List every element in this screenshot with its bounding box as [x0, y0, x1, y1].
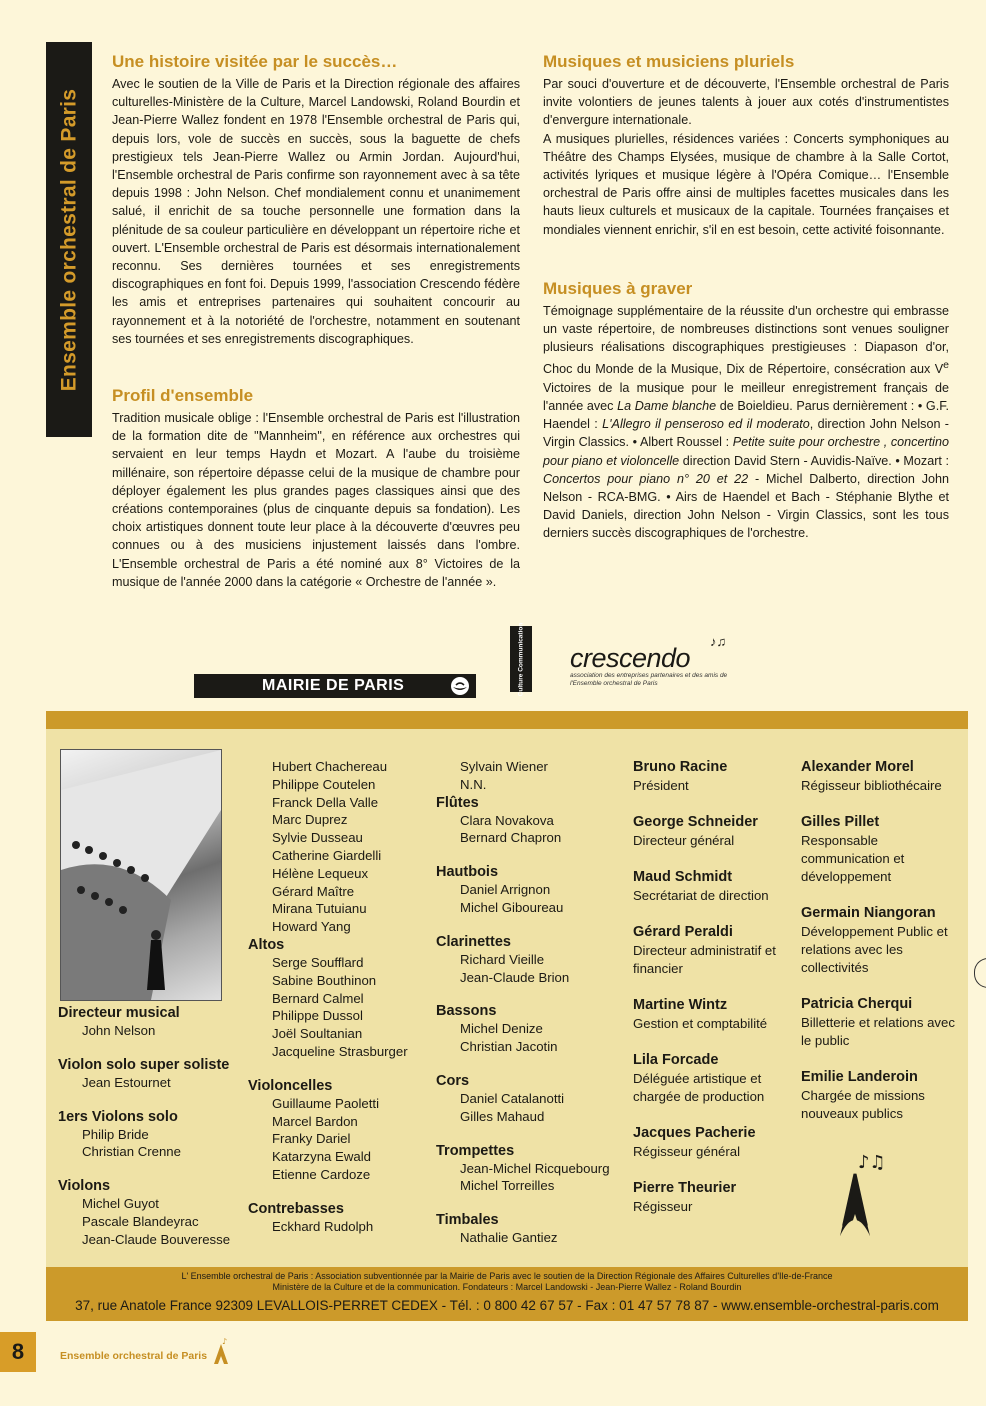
musician-name: Michel Torreilles	[460, 1178, 555, 1194]
musician-name: Jean Estournet	[82, 1074, 171, 1090]
musician-name: Gérard Maître	[272, 883, 355, 899]
section-heading: Trompettes	[436, 1142, 515, 1159]
crescendo-logo	[570, 634, 730, 688]
graver-sup: e	[943, 359, 949, 372]
person-role: Billetterie et relations avec le public	[801, 1015, 955, 1048]
staff-person	[633, 996, 793, 1033]
graver-text-d: , direction John Nelson - Virgin Classics. • Albert Roussel :	[543, 417, 949, 450]
musician-name: Richard Vieille	[460, 951, 545, 967]
person-name: George Schneider	[633, 814, 758, 830]
staff-person	[801, 758, 963, 795]
graver-text-f: - Michel Dalberto, direction John Nelson - RCA-BMG. • Airs de Haendel et Bach - Stéphanie Blythe et David Daniels, direction John Nelson - Virgin Classics, sont les tous derniers succès discographiques de l'orchestre.	[543, 471, 949, 541]
section-group	[248, 1077, 438, 1184]
musician-name: Michel Guyot	[82, 1196, 159, 1212]
staff-person	[633, 813, 793, 850]
person-name: Maud Schmidt	[633, 869, 733, 885]
section-body-profil: Tradition musicale oblige : l'Ensemble orchestral de Paris est l'illustration de la formation dite de "Mannheim", en référence aux orchestres qui servaient en leur temps Haydn et Mozart. A l'aube du troisième millénaire, son répertoire dépasse celui de la musique de chambre pour déployer également les plus grandes pages classiques ainsi que des créations contemporaines (plus de cinquante depuis sa fondation). Les choix artistiques donnent toute leur place à la découverte d'œuvres peu connues ou à des musiciens injustement laissés dans l'ombre. L'Ensemble orchestral de Paris a été nominé aux 8° Victoires de la musique de l'année 2000 dans la catégorie « Orchestre de l'année ».	[112, 411, 520, 589]
musician-name: Franky Dariel	[272, 1131, 351, 1147]
svg-text:♪: ♪	[222, 1337, 228, 1346]
staff-person	[633, 758, 793, 795]
section-group	[436, 863, 632, 917]
section-body-pluriels-1: Par souci d'ouverture et de découverte, l'Ensemble orchestral de Paris invite volontiers de jeunes talents à jouer aux cotés d'instrumentistes d'envergure internationale.	[543, 77, 949, 128]
left-column	[112, 52, 520, 591]
musician-name: Marcel Bardon	[272, 1113, 358, 1129]
orchestra-photo	[60, 749, 222, 1001]
right-column	[543, 52, 949, 543]
section-heading: Directeur musical	[58, 1005, 180, 1021]
music-notes-icon: ♪♫	[710, 634, 727, 649]
musician-name: Hubert Chachereau	[272, 759, 388, 774]
section-group	[58, 1177, 248, 1248]
staff-col-2	[248, 758, 438, 1236]
section-group	[58, 1056, 248, 1092]
person-name: Alexander Morel	[801, 759, 914, 775]
musician-name: Katarzyna Ewald	[272, 1149, 371, 1165]
section-heading: Violon solo super soliste	[58, 1056, 230, 1073]
musician-name: Serge Soufflard	[272, 954, 364, 970]
culture-label: Culture Communication	[517, 622, 525, 696]
musician-name: Clara Novakova	[460, 812, 554, 828]
crescendo-tagline: association des entreprises partenaires et des amis de l'Ensemble orchestral de Paris	[570, 672, 728, 687]
section-heading: Contrebasses	[248, 1200, 344, 1217]
person-role: Régisseur général	[633, 1144, 741, 1159]
section-group	[248, 1200, 438, 1236]
page-edge-mark	[974, 958, 986, 988]
musician-name: Mirana Tutuianu	[272, 901, 367, 917]
musician-name: Bernard Calmel	[272, 990, 364, 1006]
staff-col-3	[436, 758, 632, 1247]
person-name: Emilie Landeroin	[801, 1069, 918, 1085]
musician-name: Etienne Cardoze	[272, 1166, 371, 1182]
graver-title-1: La Dame blanche	[617, 399, 717, 414]
person-role: Responsable communication et développement	[801, 833, 905, 884]
musician-name: Bernard Chapron	[460, 830, 562, 846]
musician-name: Philippe Dussol	[272, 1008, 363, 1024]
musician-name: Daniel Arrignon	[460, 882, 551, 898]
section-title-profil: Profil d'ensemble	[112, 386, 254, 406]
musician-name: Jean-Claude Brion	[460, 969, 570, 985]
section-title-graver: Musiques à graver	[543, 278, 693, 298]
staff-person	[633, 1124, 793, 1161]
musician-name: Marc Duprez	[272, 812, 348, 828]
person-name: Jacques Pacherie	[633, 1125, 756, 1141]
svg-text:♪♫: ♪♫	[858, 1152, 886, 1173]
musician-name: Pascale Blandeyrac	[82, 1213, 199, 1229]
section-group	[436, 933, 632, 987]
person-name: Gérard Peraldi	[633, 924, 733, 940]
graver-text-c: de Boieldieu. Parus dernièrement : • G.F. Haendel :	[543, 399, 949, 432]
staff-person	[801, 813, 963, 886]
section-group	[436, 1142, 632, 1196]
person-role: Chargée de missions nouveaux publics	[801, 1088, 925, 1121]
musician-name: N.N.	[460, 776, 487, 792]
musician-name: Jean-Claude Bouveresse	[82, 1231, 231, 1247]
person-name: Patricia Cherqui	[801, 996, 913, 1012]
section-heading: Violons	[58, 1178, 111, 1195]
staff-person	[633, 923, 793, 978]
musician-name: Christian Jacotin	[460, 1039, 558, 1055]
musician-name: Jacqueline Strasburger	[272, 1043, 408, 1059]
section-heading: Flûtes	[436, 794, 479, 811]
footer-legal-2: Ministère de la Culture et de la communication. Fondateurs : Marcel Landowski - Jean-Pierre Wallez - Roland Bourdin	[272, 1282, 742, 1292]
section-title-pluriels: Musiques et musiciens pluriels	[543, 52, 795, 71]
musician-name: Franck Della Valle	[272, 794, 379, 810]
section-group	[436, 1072, 632, 1126]
graver-text-b: Victoires de la musique pour le meilleur enregistrement français de l'année avec	[543, 380, 949, 414]
graver-text-e: direction David Stern - Auvidis-Naïve. • Mozart :	[679, 453, 949, 468]
side-title: Ensemble orchestral de Paris	[57, 88, 81, 391]
person-name: Pierre Theurier	[633, 1180, 737, 1196]
person-name: Lila Forcade	[633, 1052, 719, 1068]
mairie-de-paris-logo	[194, 674, 476, 698]
section-heading: Cors	[436, 1072, 470, 1089]
musician-name: Philippe Coutelen	[272, 776, 376, 792]
person-name: Martine Wintz	[633, 997, 728, 1013]
person-role: Déléguée artistique et chargée de production	[633, 1071, 765, 1104]
graver-title-3: Petite suite pour orchestre , concertino pour piano et violoncelle	[543, 435, 949, 468]
page-number: 8	[0, 1332, 36, 1372]
staff-person	[801, 904, 963, 977]
section-body-histoire: Avec le soutien de la Ville de Paris et la Direction régionale des affaires culturelles-Ministère de la Culture, Marcel Landowski, Roland Bourdin et Jean-Pierre Wallez fondent en 1978 l'Ensemble orchestral de Paris qui, depuis lors, vole de succès en succès, sous la baguette de chefs prestigieux tels Jean-Pierre Wallez ou Armin Jordan. Aujourd'hui, l'Ensemble orchestral de Paris confirme son rayonnement avec à sa tête depuis 1998 : John Nelson. Chef mondialement connu et unanimement salué, il enrichit de sa touche personnelle une formation dans la plénitude de sa couleur particulière en développant un répertoire riche et ouvert. L'Ensemble orchestral de Paris est désormais internationalement reconnu. Ses dernières tournées et ses enregistrements discographiques en font foi. Depuis 1999, l'association Crescendo fédère les amis et entreprises partenaires qui souhaitent concourir au rayonnement et à la notoriété de l'orchestre, notamment en soutenant ses tournées et ses enregistrements discographiques.	[112, 77, 520, 346]
footer-eiffel-icon	[208, 1336, 234, 1366]
section-body-pluriels-2: A musiques plurielles, résidences variées : Concerts symphoniques au Théâtre des Champs Elysées, musique de chambre à la Salle Cortot, activités lyriques et musique légère à l'Opéra Comique… l'Ensemble orchestral de Paris offre ainsi de multiples facettes musicales dans les hauts lieux culturels et musicaux de la capitale. Tournées françaises et mondiales viennent enrichir, s'il en est besoin, cette activité foisonnante.	[543, 131, 949, 237]
musician-name: Hélène Lequeux	[272, 865, 369, 881]
person-role: Secrétariat de direction	[633, 888, 769, 903]
eiffel-tower-notes-icon	[820, 1144, 890, 1244]
person-role: Président	[633, 778, 689, 793]
side-title-banner	[46, 42, 92, 437]
staff-person	[633, 868, 793, 905]
admin-col-1	[633, 758, 793, 1234]
musician-name: Guillaume Paoletti	[272, 1095, 380, 1111]
person-role: Développement Public et relations avec les collectivités	[801, 924, 948, 975]
musician-name: Christian Crenne	[82, 1144, 181, 1160]
staff-col-1	[58, 1004, 248, 1249]
musician-name: Michel Denize	[460, 1021, 543, 1037]
footer-brand: Ensemble orchestral de Paris	[60, 1350, 208, 1362]
musician-name: Nathalie Gantiez	[460, 1230, 558, 1246]
person-role: Directeur général	[633, 833, 735, 848]
person-role: Régisseur	[633, 1199, 693, 1214]
section-group	[58, 1004, 248, 1040]
section-heading: Clarinettes	[436, 933, 511, 950]
musician-name: Michel Giboureau	[460, 899, 564, 915]
person-role: Gestion et comptabilité	[633, 1016, 768, 1031]
staff-person	[801, 995, 963, 1050]
section-heading: Bassons	[436, 1003, 497, 1020]
admin-col-2	[801, 758, 963, 1141]
staff-person	[801, 1068, 963, 1123]
footer-legal-1: L' Ensemble orchestral de Paris : Association subventionnée par la Mairie de Paris avec le soutien de la Direction Régionale des Affaires Culturelles d'Ile-de-France	[181, 1271, 833, 1281]
musician-name: Jean-Michel Ricquebourg	[460, 1160, 610, 1176]
culture-communication-logo	[510, 622, 532, 696]
staff-person	[633, 1179, 793, 1216]
section-heading: Violoncelles	[248, 1077, 333, 1094]
musician-name: Eckhard Rudolph	[272, 1218, 374, 1234]
section-heading: Timbales	[436, 1212, 499, 1229]
musician-name: Howard Yang	[272, 919, 351, 935]
partner-logos	[190, 622, 730, 702]
musician-name: Gilles Mahaud	[460, 1108, 545, 1124]
graver-title-4: Concertos pour piano n° 20 et 22	[543, 471, 749, 486]
mairie-label: MAIRIE DE PARIS	[262, 677, 405, 694]
staff-person	[633, 1051, 793, 1106]
crescendo-wordmark: crescendo	[570, 643, 691, 673]
section-group	[248, 936, 438, 1061]
section-heading: Altos	[248, 936, 285, 953]
person-name: Gilles Pillet	[801, 814, 880, 830]
musician-name: Daniel Catalanotti	[460, 1090, 565, 1106]
section-group	[436, 1211, 632, 1247]
musician-name: Sabine Bouthinon	[272, 972, 377, 988]
footer-bar	[46, 1267, 968, 1321]
graver-title-2: L'Allegro il penseroso ed il moderato	[602, 417, 810, 432]
section-group	[436, 1002, 632, 1056]
person-role: Directeur administratif et financier	[633, 943, 776, 976]
musician-name: Philip Bride	[82, 1126, 149, 1142]
section-group	[436, 794, 632, 848]
paris-boat-icon	[450, 676, 470, 696]
section-heading: 1ers Violons solo	[58, 1108, 178, 1125]
person-name: Bruno Racine	[633, 759, 728, 775]
musician-name: Sylvain Wiener	[460, 759, 548, 774]
musician-name: Sylvie Dusseau	[272, 830, 363, 846]
staff-box	[46, 711, 968, 1267]
section-body-graver	[543, 302, 949, 543]
graver-text-a: Témoignage supplémentaire de la réussite d'un orchestre qui embrasse un vaste répertoire, de nombreuses distinctions sont venues souligner plusieurs réalisations discographiques prestigieuses : Diapason d'or, Choc du Monde de la Musique, Dix de Répertoire, consécration aux V	[543, 303, 949, 377]
person-name: Germain Niangoran	[801, 905, 936, 921]
section-title-histoire: Une histoire visitée par le succès…	[112, 52, 398, 71]
section-heading: Hautbois	[436, 864, 499, 881]
section-group	[58, 1108, 248, 1162]
musician-name: John Nelson	[82, 1023, 156, 1038]
musician-name: Joël Soultanian	[272, 1026, 363, 1042]
footer-address: 37, rue Anatole France 92309 LEVALLOIS-PERRET CEDEX - Tél. : 0 800 42 67 57 - Fax : 01 47 57 78 87 - www.ensemble-orchestral-paris.com	[75, 1298, 939, 1313]
musician-name: Catherine Giardelli	[272, 847, 382, 863]
person-role: Régisseur bibliothécaire	[801, 778, 942, 793]
